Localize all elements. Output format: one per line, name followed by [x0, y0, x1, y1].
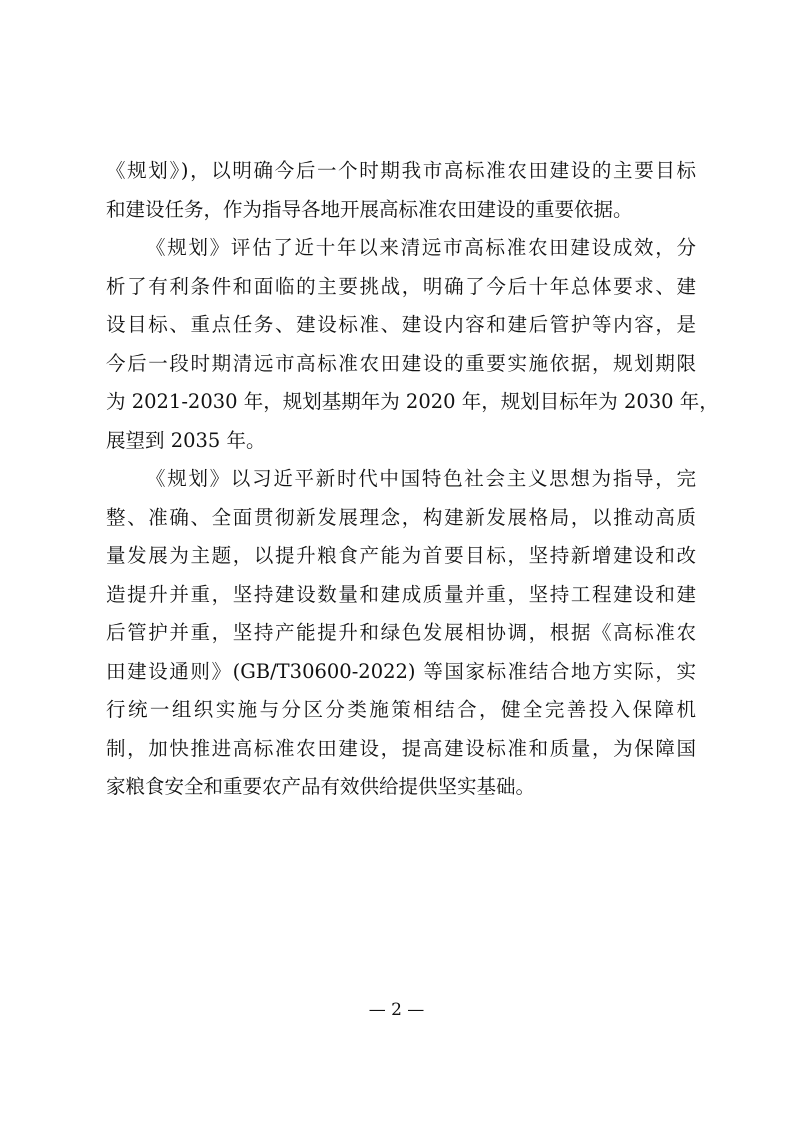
paragraph-1 — [106, 152, 696, 229]
paragraph-line: 整、准确、全面贯彻新发展理念，构建新发展格局，以推动高质 — [106, 505, 696, 529]
paragraph-line: 和建设任务，作为指导各地开展高标准农田建设的重要依据。 — [106, 197, 633, 221]
paragraph-line: 《规划》)，以明确今后一个时期我市高标准农田建设的主要目标 — [106, 159, 696, 182]
paragraph-line: 田建设通则》(GB/T30600-2022) 等国家标准结合地方实际，实 — [106, 659, 696, 683]
paragraph-2 — [106, 229, 719, 460]
paragraph-line: 量发展为主题，以提升粮食产能为首要目标，坚持新增建设和改 — [106, 544, 696, 567]
paragraph-line: 展望到 2035 年。 — [106, 428, 266, 452]
paragraph-line: 设目标、重点任务、建设标准、建设内容和建后管护等内容，是 — [106, 313, 696, 336]
paragraph-line: 今后一段时期清远市高标准农田建设的重要实施依据，规划期限 — [106, 351, 696, 375]
paragraph-line: 家粮食安全和重要农产品有效供给提供坚实基础。 — [106, 775, 536, 798]
paragraph-line: 《规划》评估了近十年以来清远市高标准农田建设成效，分 — [146, 236, 696, 259]
paragraph-line: 造提升并重，坚持建设数量和建成质量并重，坚持工程建设和建 — [106, 582, 696, 606]
page-number: — 2 — — [368, 1000, 425, 1020]
document-body — [106, 152, 719, 807]
paragraph-line: 《规划》以习近平新时代中国特色社会主义思想为指导，完 — [146, 467, 696, 490]
paragraph-3 — [106, 460, 696, 807]
paragraph-line: 行统一组织实施与分区分类施策相结合，健全完善投入保障机 — [106, 698, 696, 721]
paragraph-line: 为 2021-2030 年，规划基期年为 2020 年，规划目标年为 2030 年， — [106, 390, 719, 413]
paragraph-line: 制，加快推进高标准农田建设，提高建设标准和质量，为保障国 — [106, 736, 696, 760]
paragraph-line: 后管护并重，坚持产能提升和绿色发展相协调，根据《高标准农 — [106, 621, 696, 644]
paragraph-line: 析了有利条件和面临的主要挑战，明确了今后十年总体要求、建 — [106, 274, 696, 298]
